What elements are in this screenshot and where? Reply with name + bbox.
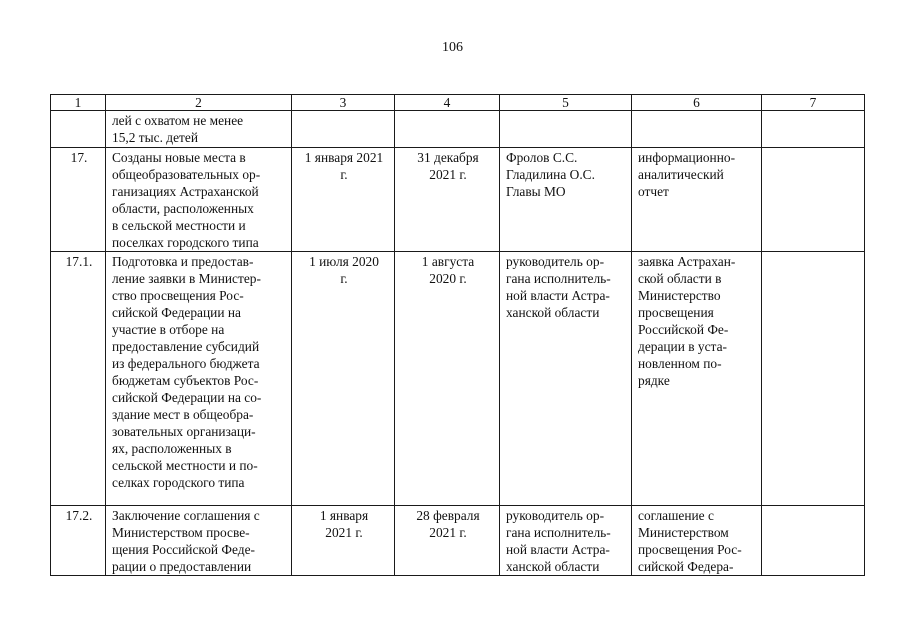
end-date: 31 декабря 2021 г. xyxy=(395,148,500,252)
column-header: 2 xyxy=(106,95,292,111)
note xyxy=(762,111,865,148)
plan-table xyxy=(50,94,865,576)
note xyxy=(762,148,865,252)
item-description: Заключение соглашения с Министерством просве- щения Российской Феде- рации о предоставлении xyxy=(106,506,292,576)
item-description: лей с охватом не менее 15,2 тыс. детей xyxy=(106,111,292,148)
column-header: 3 xyxy=(292,95,395,111)
item-number: 17.2. xyxy=(51,506,106,576)
item-description: Созданы новые места в общеобразовательных ор- ганизациях Астраханской области, расположенных в сельской местности и поселках городского типа xyxy=(106,148,292,252)
start-date: 1 января 2021 г. xyxy=(292,148,395,252)
start-date: 1 января 2021 г. xyxy=(292,506,395,576)
table-header-row xyxy=(51,95,865,111)
table-row xyxy=(51,252,865,506)
table-row xyxy=(51,111,865,148)
column-header: 7 xyxy=(762,95,865,111)
table-row xyxy=(51,148,865,252)
result-document xyxy=(632,111,762,148)
responsible: руководитель ор- гана исполнитель- ной власти Астра- ханской области xyxy=(500,252,632,506)
responsible: руководитель ор- гана исполнитель- ной власти Астра- ханской области xyxy=(500,506,632,576)
start-date: 1 июля 2020 г. xyxy=(292,252,395,506)
end-date xyxy=(395,111,500,148)
result-document: заявка Астрахан- ской области в Министерство просвещения Российской Фе- дерации в уста- новленном по- рядке xyxy=(632,252,762,506)
start-date xyxy=(292,111,395,148)
item-number: 17. xyxy=(51,148,106,252)
end-date: 1 августа 2020 г. xyxy=(395,252,500,506)
item-number: 17.1. xyxy=(51,252,106,506)
item-number xyxy=(51,111,106,148)
result-document: соглашение с Министерством просвещения Рос- сийской Федера- xyxy=(632,506,762,576)
result-document: информационно- аналитический отчет xyxy=(632,148,762,252)
column-header: 5 xyxy=(500,95,632,111)
note xyxy=(762,506,865,576)
end-date: 28 февраля 2021 г. xyxy=(395,506,500,576)
responsible: Фролов С.С. Гладилина О.С. Главы МО xyxy=(500,148,632,252)
column-header: 1 xyxy=(51,95,106,111)
column-header: 6 xyxy=(632,95,762,111)
page-number: 106 xyxy=(442,40,463,55)
column-header: 4 xyxy=(395,95,500,111)
table-row xyxy=(51,506,865,576)
responsible xyxy=(500,111,632,148)
item-description: Подготовка и предостав- ление заявки в Министер- ство просвещения Рос- сийской Федерации на участие в отборе на предоставление субсидий из федерального бюджета бюджетам субъектов Рос- сийской Федерации на со- здание мест в общеобра- зовательных организаци- ях, расположенных в сельской местности и по- селках городского типа xyxy=(106,252,292,506)
note xyxy=(762,252,865,506)
